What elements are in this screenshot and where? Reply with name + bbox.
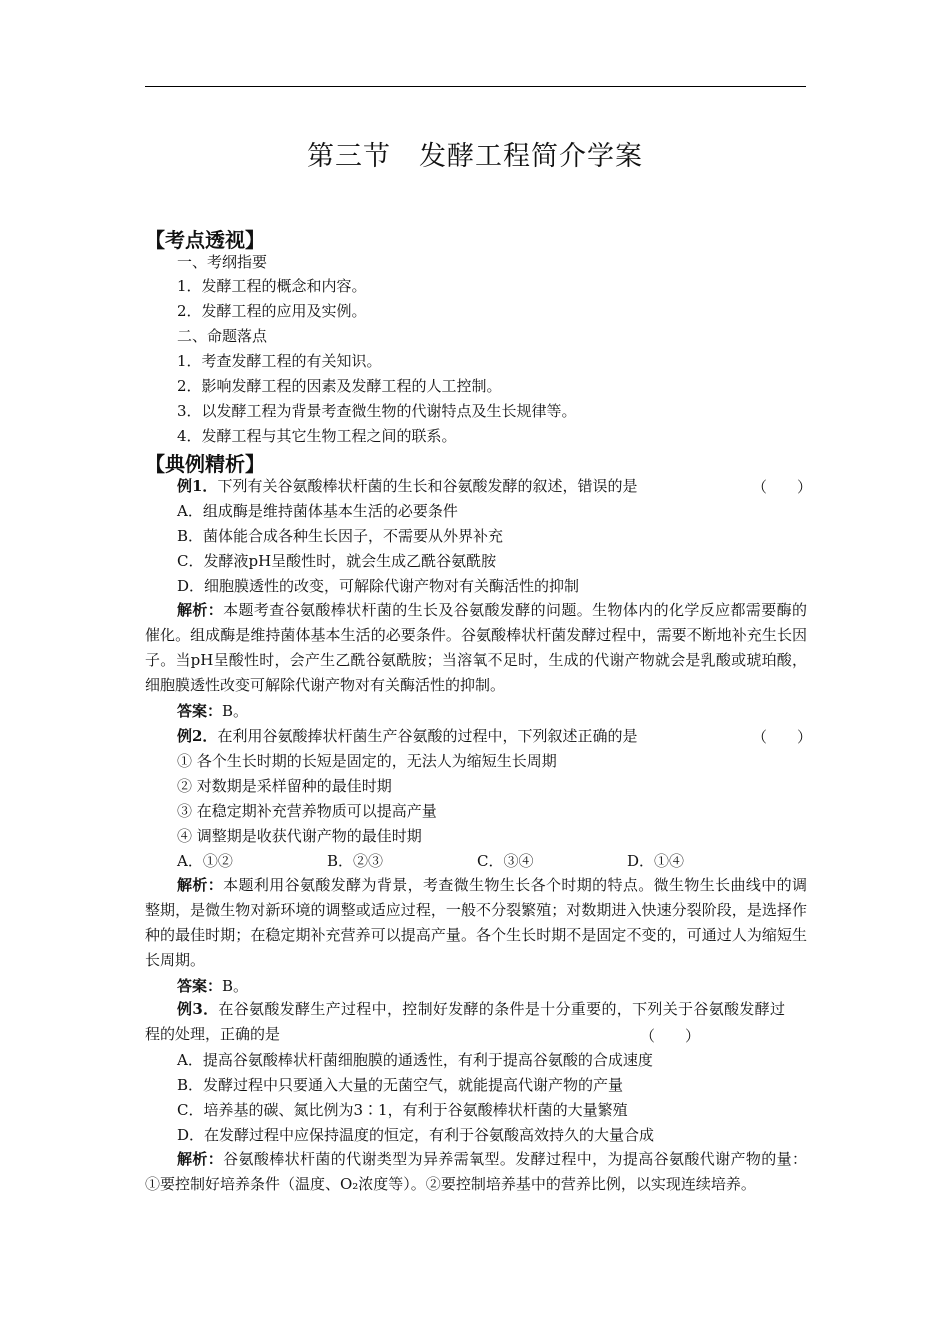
statement: ③ 在稳定期补充营养物质可以提高产量: [177, 802, 437, 820]
answer-blank: （ ）: [640, 1027, 701, 1045]
option: B．发酵过程中只要通入大量的无菌空气，就能提高代谢产物的产量: [177, 1076, 624, 1094]
section-heading-dianli: 【典例精析】: [145, 452, 265, 476]
example-3-label: 例3．: [177, 1000, 219, 1018]
option: D．在发酵过程中应保持温度的恒定，有利于谷氨酸高效持久的大量合成: [177, 1126, 655, 1144]
answer-text: B。: [222, 702, 249, 720]
statement: ② 对数期是采样留种的最佳时期: [177, 777, 392, 795]
option: C．培养基的碳、氮比例为3∶1，有利于谷氨酸棒状杆菌的大量繁殖: [177, 1101, 628, 1119]
answer-blank: （ ）: [752, 478, 813, 496]
section-heading-kaodian: 【考点透视】: [145, 228, 265, 252]
list-item: 4．发酵工程与其它生物工程之间的联系。: [177, 427, 457, 445]
example-2-stem: [177, 726, 637, 746]
list-item: 1．发酵工程的概念和内容。: [177, 277, 367, 295]
answer-label: 答案：: [177, 702, 223, 720]
example-2-question: 在利用谷氨酸捧状杆菌生产谷氨酸的过程中，下列叙述正确的是: [217, 727, 638, 745]
analysis-label: 解析：: [177, 1150, 224, 1168]
option: B．②③: [327, 852, 384, 870]
analysis-label: 解析：: [177, 601, 224, 619]
example-2-label: 例2．: [177, 727, 218, 745]
analysis-text: 本题利用谷氨酸发酵为背景，考查微生物生长各个时期的特点。微生物生长曲线中的调整期，是微生物对新环境的调整或适应过程，一般不分裂繁殖；对数期进入快速分裂阶段，是选择作种的最佳时期；在稳定期补充营养可以提高产量。各个生长时期不是固定不变的，可通过人为缩短生长周期。: [145, 876, 807, 969]
example-1-analysis: [145, 598, 807, 698]
list-item: 1．考查发酵工程的有关知识。: [177, 352, 382, 370]
analysis-label: 解析：: [177, 876, 224, 894]
option: C．发酵液pH呈酸性时，就会生成乙酰谷氨酰胺: [177, 552, 497, 570]
option: C．③④: [477, 852, 534, 870]
analysis-text: 谷氨酸棒状杆菌的代谢类型为异养需氧型。发酵过程中，为提高谷氨酸代谢产物的量：①要控制好培养条件（温度、O₂浓度等）。②要控制培养基中的营养比例，以实现连续培养。: [145, 1150, 807, 1193]
example-3-question: 在谷氨酸发酵生产过程中，控制好发酵的条件是十分重要的，下列关于谷氨酸发酵过程的处理，正确的是: [145, 1000, 785, 1043]
example-1-answer: [177, 701, 248, 721]
option: A．组成酶是维持菌体基本生活的必要条件: [177, 502, 458, 520]
answer-blank: （ ）: [752, 728, 813, 746]
example-1-stem: [177, 476, 637, 496]
example-1-question: 下列有关谷氨酸棒状杆菌的生长和谷氨酸发酵的叙述，错误的是: [217, 477, 638, 495]
list-item: 2．发酵工程的应用及实例。: [177, 302, 367, 320]
list-item: 3．以发酵工程为背景考查微生物的代谢特点及生长规律等。: [177, 402, 577, 420]
option: A．①②: [177, 852, 233, 870]
statement: ④ 调整期是收获代谢产物的最佳时期: [177, 827, 422, 845]
option: D．细胞膜透性的改变，可解除代谢产物对有关酶活性的抑制: [177, 577, 580, 595]
example-2-analysis: [145, 873, 807, 973]
option: A．提高谷氨酸棒状杆菌细胞膜的通透性，有利于提高谷氨酸的合成速度: [177, 1051, 653, 1069]
subheading-kaogang: 一、考纲指要: [177, 253, 268, 271]
subheading-mingti: 二、命题落点: [177, 327, 268, 345]
header-rule: [145, 86, 806, 87]
list-item: 2．影响发酵工程的因素及发酵工程的人工控制。: [177, 377, 502, 395]
option: D．①④: [627, 852, 685, 870]
statement: ① 各个生长时期的长短是固定的，无法人为缩短生长周期: [177, 752, 557, 770]
example-3-analysis: [145, 1147, 807, 1197]
options-row: [177, 851, 777, 871]
example-2-answer: [177, 976, 248, 996]
analysis-text: 本题考查谷氨酸棒状杆菌的生长及谷氨酸发酵的问题。生物体内的化学反应都需要酶的催化。组成酶是维持菌体基本生活的必要条件。谷氨酸棒状杆菌发酵过程中，需要不断地补充生长因子。当pH呈酸性时，会产生乙酰谷氨酰胺；当溶氧不足时，生成的代谢产物就会是乳酸或琥珀酸，细胞膜透性改变可解除代谢产物对有关酶活性的抑制。: [145, 601, 807, 694]
example-1-label: 例1．: [177, 477, 218, 495]
answer-label: 答案：: [177, 977, 223, 995]
answer-text: B。: [222, 977, 249, 995]
page-title: 第三节 发酵工程简介学案: [307, 141, 643, 172]
option: B．菌体能合成各种生长因子，不需要从外界补充: [177, 527, 504, 545]
